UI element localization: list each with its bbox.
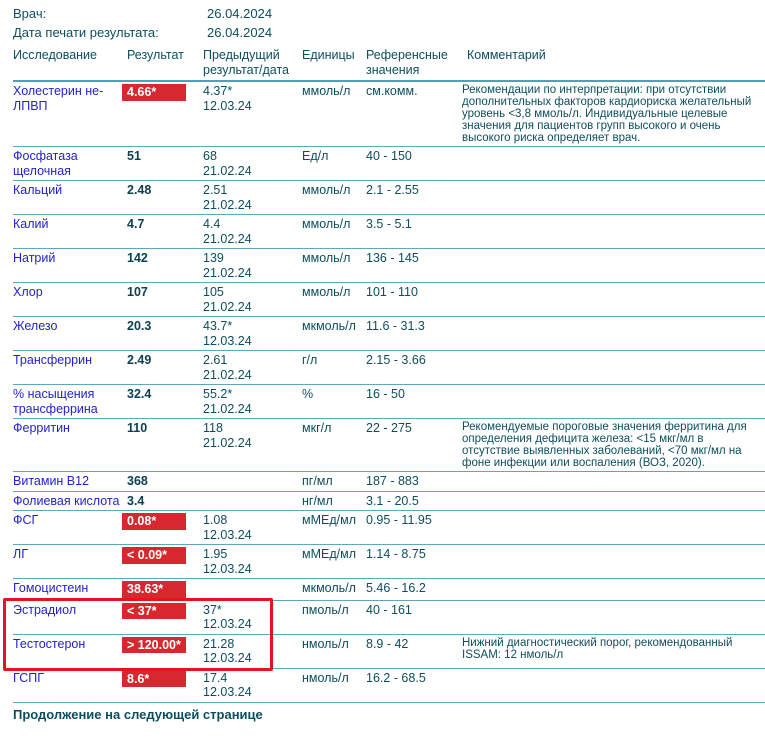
- comment: [462, 183, 765, 212]
- previous-result: 4.37* 12.03.24: [203, 84, 252, 113]
- test-name: Железо: [13, 319, 58, 333]
- test-name: Фолиевая кислота: [13, 493, 120, 508]
- previous-result: 105 21.02.24: [203, 285, 252, 314]
- col-header-result: Результат: [127, 48, 184, 62]
- units: ммоль/л: [302, 84, 351, 98]
- table-row: [13, 385, 765, 419]
- reference-range: 16.2 - 68.5: [366, 670, 426, 685]
- result-value: [127, 547, 203, 576]
- table-row: [13, 419, 765, 472]
- previous-result: 1.08 12.03.24: [203, 513, 252, 542]
- comment: [462, 581, 765, 598]
- comment: [462, 149, 765, 178]
- units: мкмоль/л: [302, 319, 356, 333]
- table-row: [13, 579, 765, 601]
- units: ммоль/л: [302, 183, 351, 197]
- units: пг/мл: [302, 474, 333, 488]
- reference-range: 3.1 - 20.5: [366, 493, 419, 508]
- test-name: Калий: [13, 217, 49, 231]
- units: мМЕд/мл: [302, 547, 356, 561]
- table-row: [13, 635, 765, 669]
- comment: [462, 353, 765, 382]
- previous-result: [203, 494, 302, 509]
- table-row: [13, 511, 765, 545]
- col-header-previous: Предыдущий результат/дата: [203, 48, 289, 77]
- previous-result: 139 21.02.24: [203, 251, 252, 280]
- reference-range: 187 - 883: [366, 474, 419, 488]
- previous-result: 2.51 21.02.24: [203, 183, 252, 212]
- col-header-comment: Комментарий: [467, 48, 546, 62]
- previous-result: 118 21.02.24: [203, 421, 252, 450]
- comment: [462, 387, 765, 416]
- units: ммоль/л: [302, 285, 351, 299]
- previous-result: 21.28 12.03.24: [203, 636, 252, 665]
- result-value: [127, 581, 203, 598]
- abnormal-result-flag: < 0.09*: [122, 547, 186, 564]
- units: мкмоль/л: [302, 581, 356, 595]
- reference-range: 2.1 - 2.55: [366, 183, 419, 197]
- abnormal-result-flag: > 120.00*: [122, 637, 186, 654]
- comment: [462, 671, 765, 700]
- table-row: [13, 283, 765, 317]
- units: ммоль/л: [302, 251, 351, 265]
- result-value: 142: [127, 251, 148, 265]
- table-row: [13, 249, 765, 283]
- reference-range: 8.9 - 42: [366, 636, 409, 651]
- comment: [462, 285, 765, 314]
- previous-result: 2.61 21.02.24: [203, 353, 252, 382]
- reference-range: см.комм.: [366, 84, 418, 98]
- comment: [462, 547, 765, 576]
- test-name: ЛГ: [13, 547, 28, 561]
- previous-result: 4.4 21.02.24: [203, 217, 252, 246]
- units: нг/мл: [302, 493, 333, 508]
- abnormal-result-flag: 8.6*: [122, 671, 186, 688]
- reference-range: 16 - 50: [366, 387, 405, 401]
- table-row: [13, 492, 765, 512]
- table-row: [13, 317, 765, 351]
- table-row: [13, 545, 765, 579]
- reference-range: 40 - 150: [366, 149, 412, 163]
- report-info-block: [13, 4, 765, 42]
- reference-range: 1.14 - 8.75: [366, 547, 426, 561]
- reference-range: 5.46 - 16.2: [366, 581, 426, 595]
- units: нмоль/л: [302, 636, 349, 651]
- test-name: Гомоцистеин: [13, 581, 89, 595]
- table-row: [13, 601, 765, 635]
- comment: Нижний диагностический порог, рекомендованный ISSAM: 12 нмоль/л: [462, 636, 733, 661]
- reference-range: 40 - 161: [366, 602, 412, 617]
- units: %: [302, 387, 314, 401]
- test-name: Фосфатаза щелочная: [13, 149, 78, 178]
- results-table: [13, 42, 765, 703]
- abnormal-result-flag: 0.08*: [122, 513, 186, 530]
- col-header-units: Единицы: [302, 48, 355, 62]
- abnormal-result-flag: 38.63*: [122, 581, 186, 598]
- previous-result: [203, 581, 302, 598]
- test-name: Витамин B12: [13, 474, 90, 488]
- comment: [462, 494, 765, 509]
- previous-result: 1.95 12.03.24: [203, 547, 252, 576]
- result-value: [127, 603, 203, 632]
- footer-note: Продолжение на следующей странице: [13, 706, 263, 722]
- test-name: % насыщения трансферрина: [13, 387, 98, 416]
- doctor-value: 26.04.2024: [207, 6, 273, 21]
- previous-result: 43.7* 12.03.24: [203, 319, 252, 348]
- result-value: 368: [127, 474, 148, 488]
- results-table-header: [13, 42, 765, 82]
- units: ммоль/л: [302, 217, 351, 231]
- test-name: ГСПГ: [13, 670, 44, 685]
- test-name: Тестостерон: [13, 636, 86, 651]
- test-name: Холестерин не-ЛПВП: [13, 84, 104, 113]
- units: мМЕд/мл: [302, 513, 356, 527]
- units: Ед/л: [302, 149, 329, 163]
- test-name: Хлор: [13, 285, 43, 299]
- reference-range: 3.5 - 5.1: [366, 217, 412, 231]
- reference-range: 11.6 - 31.3: [366, 319, 425, 333]
- comment: [462, 474, 765, 489]
- result-value: [127, 637, 203, 666]
- result-value: 2.48: [127, 183, 152, 197]
- result-value: 2.49: [127, 353, 152, 367]
- comment: [462, 513, 765, 542]
- previous-result: [203, 474, 302, 489]
- print-date-value: 26.04.2024: [207, 25, 273, 40]
- col-header-test: Исследование: [13, 48, 97, 62]
- previous-result: 68 21.02.24: [203, 149, 252, 178]
- result-value: 107: [127, 285, 148, 299]
- abnormal-result-flag: < 37*: [122, 603, 186, 620]
- units: мкг/л: [302, 421, 332, 435]
- table-row: [13, 181, 765, 215]
- table-row: [13, 82, 765, 147]
- comment: [462, 603, 765, 632]
- comment: Рекомендации по интерпретации: при отсутствии дополнительных факторов кардиориска желательный уровень <3,8 ммоль/л. Индивидуальные целевые значения для пациентов групп высокого и очень высокого риска определяет врач.: [462, 84, 752, 144]
- reference-range: 2.15 - 3.66: [366, 353, 426, 367]
- reference-range: 136 - 145: [366, 251, 419, 265]
- test-name: Ферритин: [13, 421, 70, 435]
- reference-range: 22 - 275: [366, 421, 412, 435]
- result-value: [127, 671, 203, 700]
- result-value: 3.4: [127, 493, 145, 508]
- abnormal-result-flag: 4.66*: [122, 84, 186, 101]
- comment: [462, 251, 765, 280]
- table-row: [13, 669, 765, 703]
- comment: [462, 217, 765, 246]
- units: нмоль/л: [302, 670, 349, 685]
- previous-result: 37* 12.03.24: [203, 602, 252, 631]
- test-name: Трансферрин: [13, 353, 93, 367]
- test-name: Эстрадиол: [13, 602, 77, 617]
- reference-range: 0.95 - 11.95: [366, 513, 432, 527]
- reference-range: 101 - 110: [366, 285, 418, 299]
- print-date-label: Дата печати результата:: [13, 25, 159, 40]
- table-row: [13, 147, 765, 181]
- units: пмоль/л: [302, 602, 349, 617]
- test-name: Натрий: [13, 251, 56, 265]
- result-value: 32.4: [127, 387, 152, 401]
- col-header-reference: Референсные значения: [366, 48, 448, 77]
- test-name: ФСГ: [13, 513, 39, 527]
- comment: [462, 319, 765, 348]
- result-value: 4.7: [127, 217, 145, 231]
- previous-result: 55.2* 21.02.24: [203, 387, 252, 416]
- result-value: 20.3: [127, 319, 152, 333]
- doctor-label: Врач:: [13, 6, 47, 21]
- doctor-row: [13, 4, 765, 23]
- previous-result: 17.4 12.03.24: [203, 670, 252, 699]
- result-value: [127, 84, 203, 144]
- test-name: Кальций: [13, 183, 63, 197]
- table-row: [13, 215, 765, 249]
- result-value: 110: [127, 421, 148, 435]
- comment: Рекомендуемые пороговые значения ферритина для определения дефицита железа: <15 мкг/мл в отсутствие выявленных заболеваний, <70 мкг/мл на фоне инфекции или воспаления (ВОЗ, 2020).: [462, 421, 747, 469]
- table-row: [13, 472, 765, 492]
- result-value: [127, 513, 203, 542]
- table-row: [13, 351, 765, 385]
- print-date-row: [13, 23, 765, 42]
- result-value: 51: [127, 149, 141, 163]
- units: г/л: [302, 353, 318, 367]
- results-table-body: [13, 82, 765, 703]
